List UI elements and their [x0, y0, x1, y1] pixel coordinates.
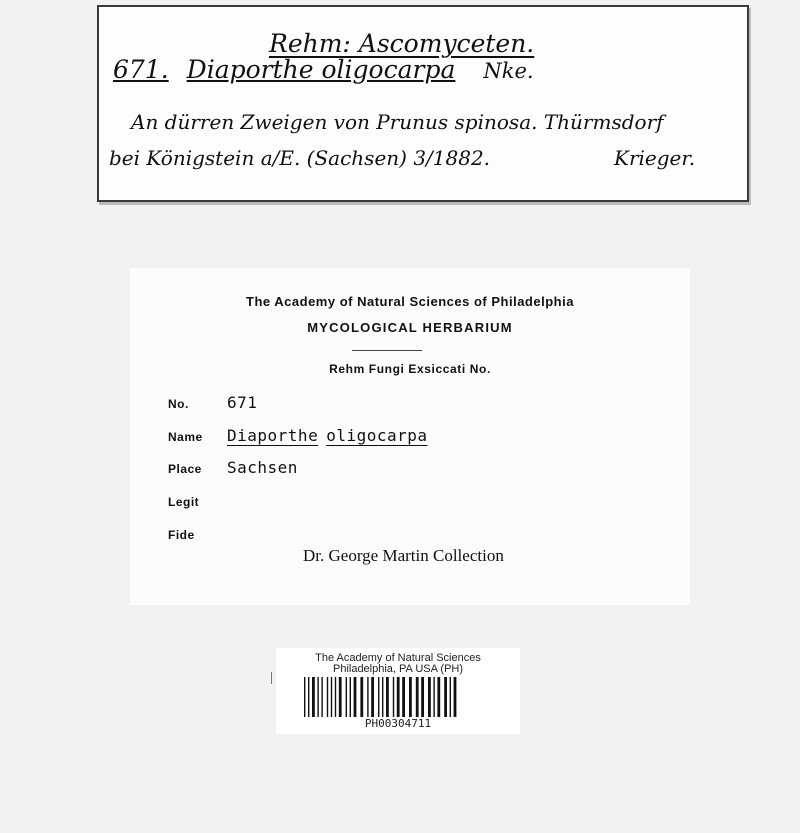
handwritten-label	[97, 5, 749, 202]
handwritten-locality: bei Königstein a/E. (Sachsen) 3/1882.	[109, 146, 491, 170]
handwritten-habitat: An dürren Zweigen von Prunus spinosa. Thürmsdorf	[131, 110, 664, 134]
divider	[352, 350, 422, 351]
legit-label: Legit	[168, 495, 200, 509]
barcode-label	[276, 648, 520, 734]
name-label: Name	[168, 430, 203, 444]
no-value: 671	[227, 393, 258, 412]
herbarium-title: MYCOLOGICAL HERBARIUM	[307, 320, 513, 335]
collection-stamp: Dr. George Martin Collection	[303, 546, 504, 565]
handwritten-series-title: Rehm: Ascomyceten.	[269, 29, 535, 58]
place-value: Sachsen	[227, 458, 298, 477]
series-title: Rehm Fungi Exsiccati No.	[329, 362, 491, 376]
barcode-institution-line2: Philadelphia, PA USA (PH)	[332, 663, 464, 675]
name-epithet: oligocarpa	[326, 426, 428, 445]
printed-herbarium-label	[130, 268, 690, 605]
barcode-number: PH00304711	[364, 717, 432, 730]
handwritten-collector: Krieger.	[614, 146, 696, 170]
institution-title: The Academy of Natural Sciences of Philadelphia	[246, 294, 574, 309]
handwritten-locality-line	[109, 146, 739, 170]
barcode-institution	[276, 653, 520, 675]
name-genus: Diaporthe	[227, 426, 319, 445]
no-label: No.	[168, 397, 189, 411]
name-value	[227, 426, 428, 445]
barcode-icon	[304, 677, 490, 717]
pencil-mark	[271, 672, 272, 684]
handwritten-species-line	[113, 55, 534, 84]
place-label: Place	[168, 462, 202, 476]
barcode-institution-line1: The Academy of Natural Sciences	[315, 652, 481, 664]
handwritten-species: Diaporthe oligocarpa	[186, 55, 456, 84]
handwritten-author: Nke.	[483, 59, 534, 83]
handwritten-number: 671.	[113, 55, 169, 84]
fide-label: Fide	[168, 528, 195, 542]
